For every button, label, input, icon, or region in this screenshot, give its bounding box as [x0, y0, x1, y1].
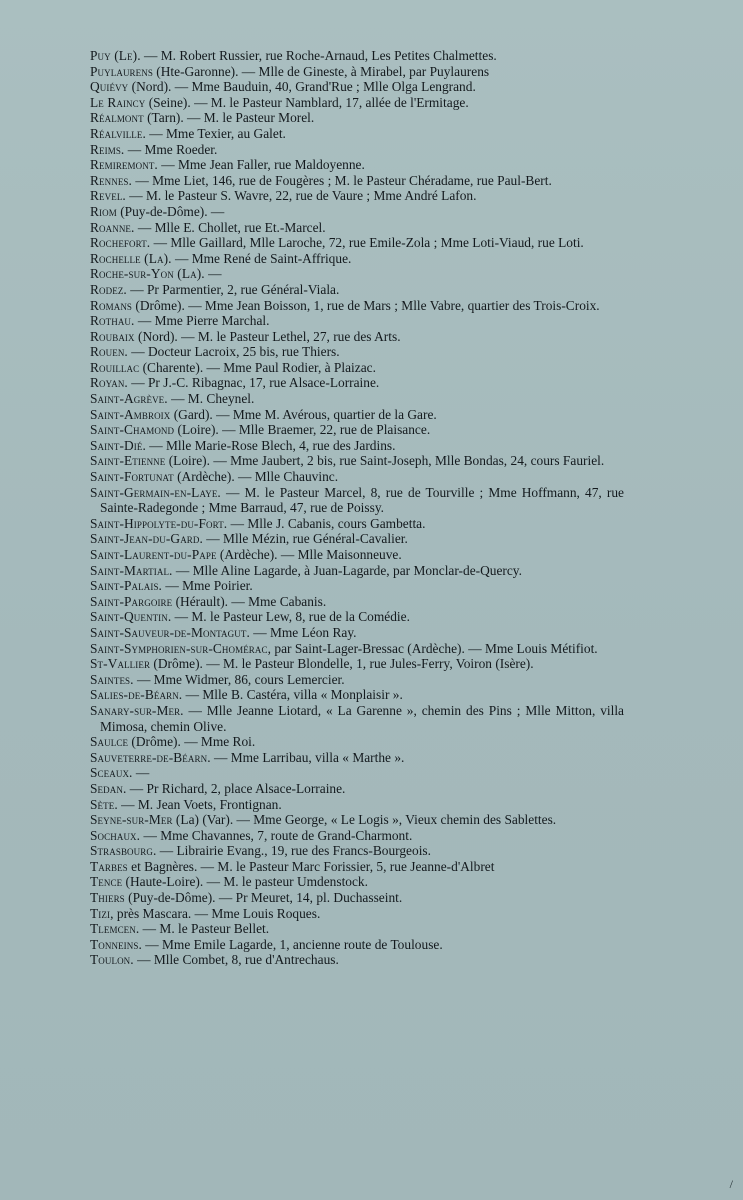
list-item: [90, 235, 624, 251]
place-name: Royan.: [90, 375, 128, 391]
list-item: [90, 438, 624, 454]
list-item: [90, 563, 624, 579]
list-item: [90, 95, 624, 111]
entry-details: — M. le Pasteur Marcel, 8, rue de Tourville ; Mme Hoffmann, 47, rue Sainte-Radegonde ; Mme Barraud, 47, rue de Poissy.: [100, 484, 624, 516]
list-item: [90, 781, 624, 797]
entry-details: (Drôme). — M. le Pasteur Blondelle, 1, rue Jules-Ferry, Voiron (Isère).: [150, 656, 534, 672]
entry-details: — Mme Jean Faller, rue Maldoyenne.: [157, 157, 365, 173]
entry-details: — Pr J.-C. Ribagnac, 17, rue Alsace-Lorraine.: [127, 375, 380, 391]
place-name: Reims.: [90, 141, 125, 157]
place-name: Strasbourg.: [90, 843, 157, 859]
entry-details: (Tarn). — M. le Pasteur Morel.: [143, 110, 315, 126]
list-item: [90, 578, 624, 594]
entry-details: — Mlle E. Chollet, rue Et.-Marcel.: [134, 219, 326, 235]
list-item: [90, 703, 624, 734]
list-item: [90, 173, 624, 189]
entry-details: — M. le Pasteur Bellet.: [139, 921, 270, 937]
entry-details: — M. le Pasteur Lew, 8, rue de la Comédie.: [171, 609, 410, 625]
entry-details: — Mme Chavannes, 7, route de Grand-Charmont.: [140, 827, 413, 843]
entry-details: (Drôme). — Mme Jean Boisson, 1, rue de Mars ; Mlle Vabre, quartier des Trois-Croix.: [132, 297, 600, 313]
list-item: [90, 547, 624, 563]
place-name: Saint-Fortunat: [90, 469, 174, 485]
place-name: Saint-Jean-du-Gard.: [90, 531, 203, 547]
list-item: [90, 937, 624, 953]
list-item: [90, 157, 624, 173]
place-name: Tarbes: [90, 858, 128, 874]
list-item: [90, 79, 624, 95]
place-name: Tonneins.: [90, 936, 142, 952]
list-item: [90, 734, 624, 750]
place-name: Rochefort.: [90, 235, 151, 251]
entry-details: près Mascara. — Mme Louis Roques.: [113, 905, 321, 921]
list-item: [90, 516, 624, 532]
place-name: Saint-Symphorien-sur-Chomérac,: [90, 640, 272, 656]
entry-details: — Mlle Aline Lagarde, à Juan-Lagarde, par Monclar-de-Quercy.: [172, 562, 522, 578]
entry-details: — Mme Larribau, villa « Marthe ».: [210, 749, 405, 765]
entry-details: (Hérault). — Mme Cabanis.: [172, 593, 327, 609]
list-item: [90, 656, 624, 672]
list-item: [90, 890, 624, 906]
place-name: Roche-sur-Yon (La).: [90, 266, 205, 282]
place-name: Saint-Quentin.: [90, 609, 172, 625]
entry-details: (Nord). — Mme Bauduin, 40, Grand'Rue ; Mlle Olga Lengrand.: [128, 79, 476, 95]
list-item: [90, 843, 624, 859]
entry-details: — Pr Parmentier, 2, rue Général-Viala.: [126, 281, 340, 297]
list-item: [90, 64, 624, 80]
list-item: [90, 531, 624, 547]
list-item: [90, 828, 624, 844]
place-name: Rouillac: [90, 359, 140, 375]
place-name: Saint-Ambroix: [90, 406, 171, 422]
list-item: [90, 906, 624, 922]
list-item: [90, 329, 624, 345]
list-item: [90, 797, 624, 813]
place-name: Riom: [90, 203, 117, 219]
place-name: Saint-Etienne: [90, 453, 166, 469]
list-item: [90, 188, 624, 204]
entry-details: (Loire). — Mme Jaubert, 2 bis, rue Saint-Joseph, Mlle Bondas, 24, cours Fauriel.: [165, 453, 605, 469]
entry-details: — Mlle Gaillard, Mlle Laroche, 72, rue Emile-Zola ; Mme Loti-Viaud, rue Loti.: [150, 235, 584, 251]
place-name: Saint-Dié.: [90, 437, 146, 453]
list-item: [90, 220, 624, 236]
place-name: Saint-Agrève.: [90, 391, 168, 407]
list-item: [90, 765, 624, 781]
place-name: Revel.: [90, 188, 126, 204]
entry-details: (Puy-de-Dôme). —: [116, 203, 225, 219]
place-name: Tizi,: [90, 905, 114, 921]
entry-details: — Mme Léon Ray.: [249, 624, 357, 640]
place-name: Saint-Hippolyte-du-Fort.: [90, 515, 228, 531]
place-name: Rothau.: [90, 313, 135, 329]
entry-details: — Mlle Marie-Rose Blech, 4, rue des Jardins.: [145, 437, 396, 453]
list-item: [90, 282, 624, 298]
entry-details: — Mme Poirier.: [162, 578, 253, 594]
entry-details: — Mlle Combet, 8, rue d'Antrechaus.: [133, 952, 339, 968]
place-name: Saulce: [90, 734, 129, 750]
entry-details: — Docteur Lacroix, 25 bis, rue Thiers.: [127, 344, 340, 360]
place-name: Tlemcen.: [90, 921, 140, 937]
list-item: [90, 391, 624, 407]
place-name: Sauveterre-de-Béarn.: [90, 749, 211, 765]
entry-details: — Mme Pierre Marchal.: [134, 313, 270, 329]
place-name: Réalmont: [90, 110, 144, 126]
address-list: [90, 48, 624, 968]
place-name: Rouen.: [90, 344, 128, 360]
place-name: Puy (Le).: [90, 48, 141, 63]
place-name: Quiévy: [90, 79, 129, 95]
place-name: Romans: [90, 297, 133, 313]
entry-details: — Librairie Evang., 19, rue des Francs-Bourgeois.: [156, 843, 431, 859]
place-name: Réalville.: [90, 125, 146, 141]
entry-details: — Mme Texier, au Galet.: [145, 125, 286, 141]
entry-details: et Bagnères. — M. le Pasteur Marc Forissier, 5, rue Jeanne-d'Albret: [127, 858, 495, 874]
entry-details: (Ardèche). — Mlle Chauvinc.: [173, 469, 339, 485]
entry-details: — Mme René de Saint-Affrique.: [171, 250, 352, 266]
place-name: Saint-Pargoire: [90, 593, 173, 609]
corner-mark: /: [729, 1177, 733, 1191]
entry-details: (Ardèche). — Mlle Maisonneuve.: [216, 547, 402, 562]
entry-details: — Pr Richard, 2, place Alsace-Lorraine.: [126, 780, 346, 796]
entry-details: (La) (Var). — Mme George, « Le Logis », Vieux chemin des Sablettes.: [172, 812, 557, 828]
place-name: Sanary-sur-Mer.: [90, 702, 184, 718]
place-name: Saint-Sauveur-de-Montagut.: [90, 624, 250, 640]
list-item: [90, 298, 624, 314]
list-item: [90, 874, 624, 890]
list-item: [90, 344, 624, 360]
list-item: [90, 110, 624, 126]
entry-details: (Haute-Loire). — M. le pasteur Umdenstock.: [122, 874, 368, 890]
place-name: Le Raincy: [90, 94, 146, 110]
list-item: [90, 407, 624, 423]
list-item: [90, 625, 624, 641]
list-item: [90, 126, 624, 142]
place-name: Thiers: [90, 890, 125, 906]
list-item: [90, 360, 624, 376]
entry-details: (Gard). — Mme M. Avérous, quartier de la Gare.: [170, 406, 437, 422]
list-item: [90, 750, 624, 766]
place-name: Rochelle (La).: [90, 250, 172, 266]
place-name: Sochaux.: [90, 827, 141, 843]
place-name: St-Vallier: [90, 656, 151, 672]
list-item: [90, 142, 624, 158]
place-name: Tence: [90, 874, 123, 890]
place-name: Roubaix: [90, 328, 135, 344]
entry-details: — Mme Widmer, 86, cours Lemercier.: [133, 671, 345, 687]
place-name: Sète.: [90, 796, 118, 812]
list-item: [90, 251, 624, 267]
place-name: Sceaux.: [90, 765, 133, 781]
place-name: Seyne-sur-Mer: [90, 812, 173, 828]
place-name: Rodez.: [90, 281, 127, 297]
place-name: Saint-Laurent-du-Pape: [90, 547, 217, 562]
place-name: Saint-Martial.: [90, 562, 173, 578]
entry-details: — Mlle J. Cabanis, cours Gambetta.: [227, 515, 426, 531]
list-item: [90, 469, 624, 485]
list-item: [90, 952, 624, 968]
place-name: Saintes.: [90, 671, 134, 687]
entry-details: (Hte-Garonne). — Mlle de Gineste, à Mirabel, par Puylaurens: [152, 63, 490, 79]
list-item: [90, 485, 624, 516]
place-name: Salies-de-Béarn.: [90, 687, 183, 703]
list-item: [90, 921, 624, 937]
entry-details: — M. Cheynel.: [167, 391, 255, 407]
entry-details: par Saint-Lager-Bressac (Ardèche). — Mme Louis Métifiot.: [271, 640, 598, 656]
list-item: [90, 453, 624, 469]
place-name: Sedan.: [90, 780, 127, 796]
entry-details: — Mme Roeder.: [124, 141, 218, 157]
entry-details: (Loire). — Mlle Braemer, 22, rue de Plaisance.: [174, 422, 431, 438]
entry-details: — M. le Pasteur S. Wavre, 22, rue de Vaure ; Mme André Lafon.: [125, 188, 477, 204]
place-name: Roanne.: [90, 219, 135, 235]
list-item: [90, 266, 624, 282]
place-name: Saint-Germain-en-Laye.: [90, 484, 221, 500]
place-name: Rennes.: [90, 172, 132, 188]
list-item: [90, 375, 624, 391]
place-name: Puylaurens: [90, 63, 153, 79]
place-name: Toulon.: [90, 952, 134, 968]
list-item: [90, 641, 624, 657]
list-item: [90, 422, 624, 438]
entry-details: — Mme Liet, 146, rue de Fougères ; M. le Pasteur Chéradame, rue Paul-Bert.: [131, 172, 552, 188]
list-item: [90, 672, 624, 688]
list-item: [90, 204, 624, 220]
entry-details: — Mlle Jeanne Liotard, « La Garenne », chemin des Pins ; Mlle Mitton, villa Mimosa, chemin Olive.: [100, 702, 624, 734]
entry-details: —: [204, 266, 222, 282]
entry-details: (Puy-de-Dôme). — Pr Meuret, 14, pl. Duchasseint.: [124, 890, 403, 906]
entry-details: — Mlle Mézin, rue Général-Cavalier.: [202, 531, 408, 547]
list-item: [90, 609, 624, 625]
place-name: Saint-Chamond: [90, 422, 175, 438]
list-item: [90, 812, 624, 828]
entry-details: (Seine). — M. le Pasteur Namblard, 17, allée de l'Ermitage.: [145, 94, 469, 110]
list-item: [90, 313, 624, 329]
entry-details: (Charente). — Mme Paul Rodier, à Plaizac.: [139, 359, 376, 375]
list-item: [90, 48, 624, 64]
entry-details: —: [132, 765, 150, 781]
place-name: Remiremont.: [90, 157, 158, 173]
entry-details: (Nord). — M. le Pasteur Lethel, 27, rue des Arts.: [134, 328, 401, 344]
list-item: [90, 687, 624, 703]
list-item: [90, 859, 624, 875]
entry-details: — Mlle B. Castéra, villa « Monplaisir ».: [182, 687, 403, 703]
entry-details: (Drôme). — Mme Roi.: [128, 734, 256, 750]
entry-details: — M. Jean Voets, Frontignan.: [117, 796, 282, 812]
place-name: Saint-Palais.: [90, 578, 162, 594]
entry-details: — M. Robert Russier, rue Roche-Arnaud, Les Petites Chalmettes.: [140, 48, 497, 63]
list-item: [90, 594, 624, 610]
entry-details: — Mme Emile Lagarde, 1, ancienne route de Toulouse.: [141, 936, 443, 952]
